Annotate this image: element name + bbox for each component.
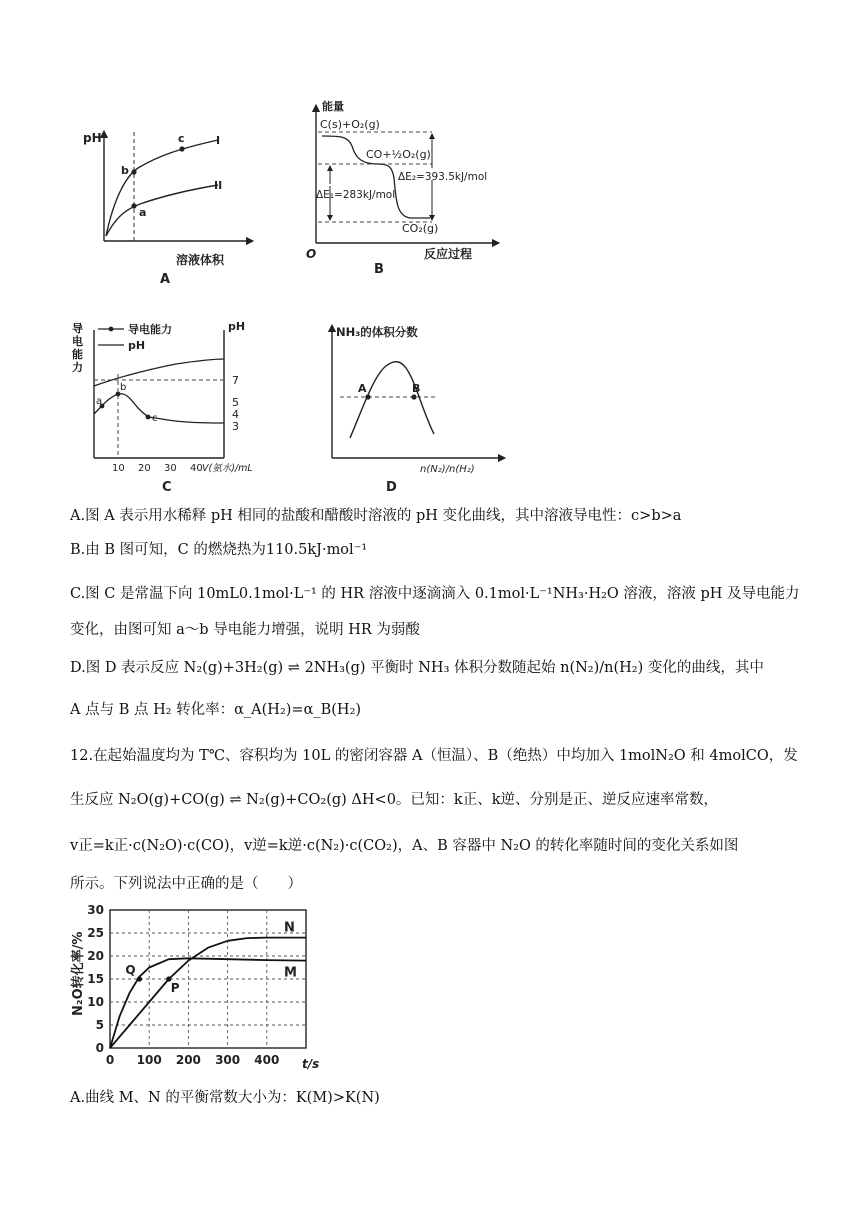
figure-c-caption: C [162, 480, 172, 495]
point-a-label: a [139, 206, 147, 219]
y-axis-label: NH₃的体积分数 [336, 325, 418, 339]
x-tick-40: 40 [190, 463, 203, 474]
x-tick-label: 100 [136, 1053, 162, 1067]
y-tick-label: 15 [87, 972, 104, 986]
curve-i-label: I [216, 134, 221, 147]
point-c [179, 146, 184, 151]
bottom-state-label: CO₂(g) [402, 222, 439, 235]
conversion-chart [70, 898, 330, 1078]
series-line-n [110, 938, 306, 1048]
x-axis-label: V(氨水)/mL [202, 463, 253, 474]
figure-d-plot [318, 320, 508, 475]
q11-option-c-line2: 变化，由图可知 a～b 导电能力增强，说明 HR 为弱酸 [70, 622, 420, 638]
q12-stem-line4: 所示。下列说法中正确的是（ ） [70, 876, 302, 892]
y-tick-label: 5 [95, 1018, 104, 1032]
legend-conductivity-dot [109, 327, 114, 332]
left-axis-label: 导电能力 [72, 322, 83, 374]
series-label-n: N [284, 920, 295, 936]
curve-ii-label: II [214, 179, 223, 192]
figure-c [72, 318, 276, 478]
ph-curve [94, 359, 224, 386]
point-label-p: P [170, 981, 180, 995]
right-axis-label: pH [228, 320, 246, 333]
y-tick-label: 20 [87, 949, 104, 963]
top-state-label: C(s)+O₂(g) [320, 118, 380, 131]
point-a [131, 203, 136, 208]
figure-a-plot [78, 128, 258, 268]
figure-a [78, 128, 258, 268]
x-axis-label: 溶液体积 [176, 253, 225, 267]
point-b [411, 394, 416, 399]
q11-option-d-line1: D.图 D 表示反应 N₂(g)+3H₂(g) ⇌ 2NH₃(g) 平衡时 NH₃ 体积分数随起始 n(N₂)/n(H₂) 变化的曲线，其中 [70, 660, 764, 676]
point-a-label: A [358, 382, 367, 395]
chart-y-label: N₂O转化率/% [71, 931, 86, 1016]
figure-d [318, 320, 508, 475]
figure-b-plot [300, 98, 500, 268]
point-q [137, 976, 142, 981]
conductivity-curve [94, 394, 224, 423]
point-b-label: b [120, 382, 127, 393]
figure-b-caption: B [374, 262, 384, 277]
legend-ph-label: pH [128, 339, 146, 352]
q11-option-c-line1: C.图 C 是常温下向 10mL0.1mol·L⁻¹ 的 HR 溶液中逐滴滴入 0.1mol·L⁻¹NH₃·H₂O 溶液，溶液 pH 及导电能力 [70, 586, 800, 602]
y-axis-label: 能量 [322, 100, 344, 113]
right-tick-5: 5 [232, 396, 239, 409]
conversion-chart-svg [70, 898, 330, 1078]
point-label-q: Q [125, 963, 136, 977]
x-tick-30: 30 [164, 463, 177, 474]
dE1-label: ΔE₁=283kJ/mol [316, 189, 396, 201]
nh3-curve [350, 362, 434, 438]
point-a [365, 394, 370, 399]
chart-x-label: t/s [302, 1057, 320, 1071]
dE2-label: ΔE₂=393.5kJ/mol [398, 171, 488, 183]
x-axis-label: n(N₂)/n(H₂) [420, 464, 475, 475]
x-tick-label: 400 [254, 1053, 280, 1067]
point-c-label: c [152, 413, 158, 424]
y-axis-label: pH [83, 131, 102, 145]
y-tick-label: 25 [87, 926, 104, 940]
figure-b [300, 98, 500, 268]
x-tick-label: 0 [105, 1053, 115, 1067]
x-axis-label: 反应过程 [424, 247, 473, 261]
mid-state-label: CO+½O₂(g) [366, 148, 431, 161]
origin-label: O [306, 247, 317, 261]
figure-a-caption: A [160, 272, 171, 287]
y-tick-label: 0 [95, 1041, 104, 1055]
point-b-label: B [412, 382, 421, 395]
x-tick-20: 20 [138, 463, 151, 474]
point-c [146, 415, 151, 420]
q11-option-a: A.图 A 表示用水稀释 pH 相同的盐酸和醋酸时溶液的 pH 变化曲线，其中溶液导电性：c>b>a [70, 508, 682, 524]
legend-conductivity-label: 导电能力 [128, 323, 172, 336]
figure-d-caption: D [386, 480, 397, 495]
point-b-label: b [121, 164, 129, 177]
point-b [131, 169, 136, 174]
curve-ii [106, 185, 218, 236]
q12-stem-line3: v正=k正·c(N₂O)·c(CO)，v逆=k逆·c(N₂)·c(CO₂)，A、B 容器中 N₂O 的转化率随时间的变化关系如图 [70, 838, 739, 854]
series-line-m [110, 958, 306, 1048]
q11-option-b: B.由 B 图可知，C 的燃烧热为110.5kJ·mol⁻¹ [70, 542, 368, 558]
q12-option-a: A.曲线 M、N 的平衡常数大小为：K(M)>K(N) [70, 1090, 380, 1106]
right-tick-4: 4 [232, 408, 239, 421]
figure-c-plot [76, 318, 276, 478]
right-tick-7: 7 [232, 374, 239, 387]
series-label-m: M [284, 965, 297, 981]
x-tick-10: 10 [112, 463, 125, 474]
q11-option-d-line2: A 点与 B 点 H₂ 转化率：α_A(H₂)=α_B(H₂) [70, 702, 362, 718]
y-tick-label: 30 [87, 903, 104, 917]
point-a-label: a [96, 396, 103, 407]
x-tick-label: 300 [215, 1053, 241, 1067]
right-tick-3: 3 [232, 420, 239, 433]
y-tick-label: 10 [87, 995, 104, 1009]
point-c-label: c [178, 132, 185, 145]
q12-stem-line1: 12.在起始温度均为 T℃、容积均为 10L 的密闭容器 A（恒温）、B（绝热）中均加入 1molN₂O 和 4molCO，发 [70, 748, 798, 764]
x-tick-label: 200 [175, 1053, 201, 1067]
q12-stem-line2: 生反应 N₂O(g)+CO(g) ⇌ N₂(g)+CO₂(g) ΔH<0。已知：k正、k逆、分别是正、逆反应速率常数， [70, 792, 718, 808]
